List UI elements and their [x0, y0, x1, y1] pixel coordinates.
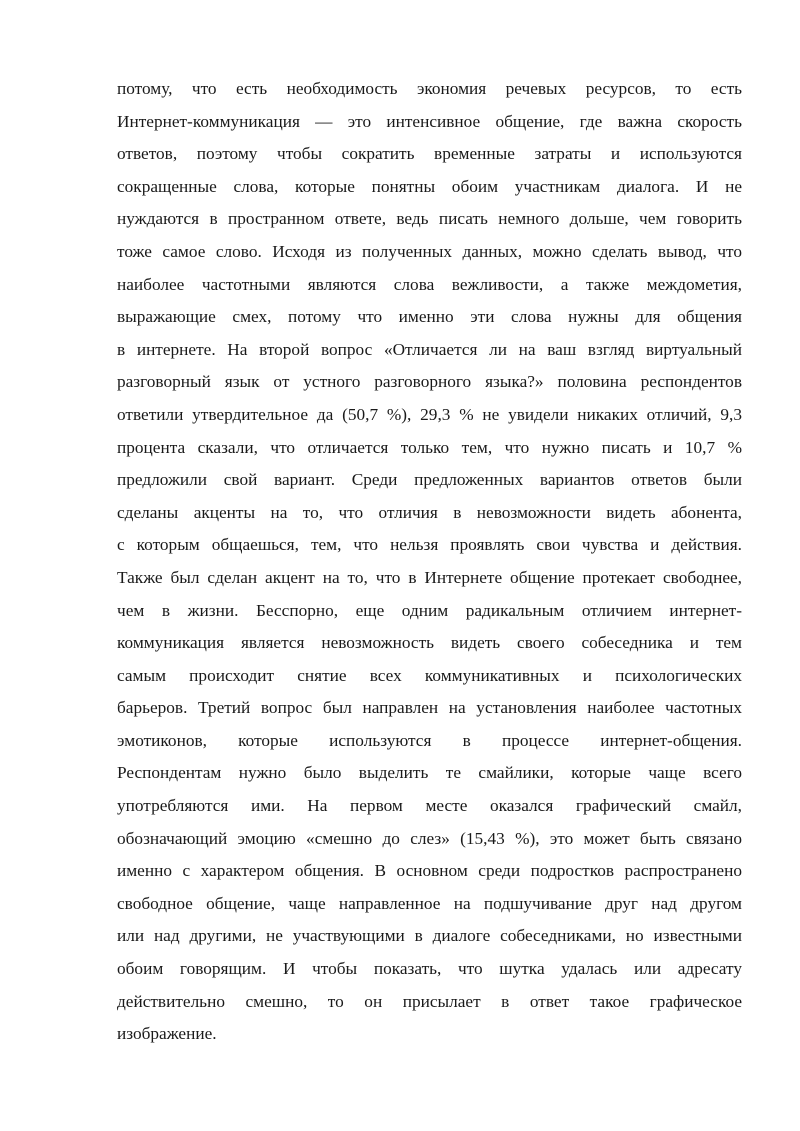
text-line: Респондентам нужно было выделить те смайлики, которые чаще всего	[117, 763, 742, 783]
text-line: нуждаются в пространном ответе, ведь писать немного дольше, чем говорить	[117, 209, 742, 229]
text-line: с которым общаешься, тем, что нельзя проявлять свои чувства и действия.	[117, 535, 742, 555]
text-line: в интернете. На второй вопрос «Отличается ли на ваш взгляд виртуальный	[117, 339, 742, 359]
text-line: употребляются ими. На первом месте оказался графический смайл,	[117, 796, 742, 816]
text-line: потому, что есть необходимость экономия речевых ресурсов, то есть	[117, 79, 742, 98]
text-line: Интернет-коммуникация — это интенсивное общение, где важна скорость	[117, 111, 742, 131]
text-line: или над другими, не участвующими в диалоге собеседниками, но известными	[117, 926, 742, 946]
text-line: действительно смешно, то он присылает в ответ такое графическое	[117, 991, 742, 1011]
text-line: разговорный язык от устного разговорного языка?» половина респондентов	[117, 372, 742, 392]
text-line: процента сказали, что отличается только тем, что нужно писать и 10,7 %	[117, 437, 742, 457]
text-line: самым происходит снятие всех коммуникативных и психологических	[117, 665, 742, 685]
text-line: сделаны акценты на то, что отличия в невозможности видеть абонента,	[117, 502, 742, 522]
text-line: ответов, поэтому чтобы сократить временные затраты и используются	[117, 144, 742, 164]
body-paragraph	[117, 73, 742, 1051]
text-line: барьеров. Третий вопрос был направлен на установления наиболее частотных	[117, 698, 742, 718]
text-line: предложили свой вариант. Среди предложенных вариантов ответов были	[117, 470, 742, 490]
text-line: свободное общение, чаще направленное на подшучивание друг над другом	[117, 893, 742, 913]
text-line: коммуникация является невозможность видеть своего собеседника и тем	[117, 633, 742, 653]
text-line: Также был сделан акцент на то, что в Интернете общение протекает свободнее,	[117, 567, 742, 587]
text-line: обоим говорящим. И чтобы показать, что шутка удалась или адресату	[117, 959, 742, 979]
text-line: изображение.	[117, 1024, 217, 1044]
text-line: эмотиконов, которые используются в процессе интернет-общения.	[117, 730, 742, 750]
text-line: сокращенные слова, которые понятны обоим участникам диалога. И не	[117, 176, 742, 196]
text-line: именно с характером общения. В основном среди подростков распространено	[117, 861, 742, 881]
text-line: ответили утвердительное да (50,7 %), 29,3 % не увидели никаких отличий, 9,3	[117, 404, 742, 424]
text-line: чем в жизни. Бесспорно, еще одним радикальным отличием интернет-	[117, 600, 742, 620]
text-line: обозначающий эмоцию «смешно до слез» (15,43 %), это может быть связано	[117, 828, 742, 848]
text-line: выражающие смех, потому что именно эти слова нужны для общения	[117, 307, 742, 327]
text-line: тоже самое слово. Исходя из полученных данных, можно сделать вывод, что	[117, 241, 742, 261]
text-line: наиболее частотными являются слова вежливости, а также междометия,	[117, 274, 742, 294]
